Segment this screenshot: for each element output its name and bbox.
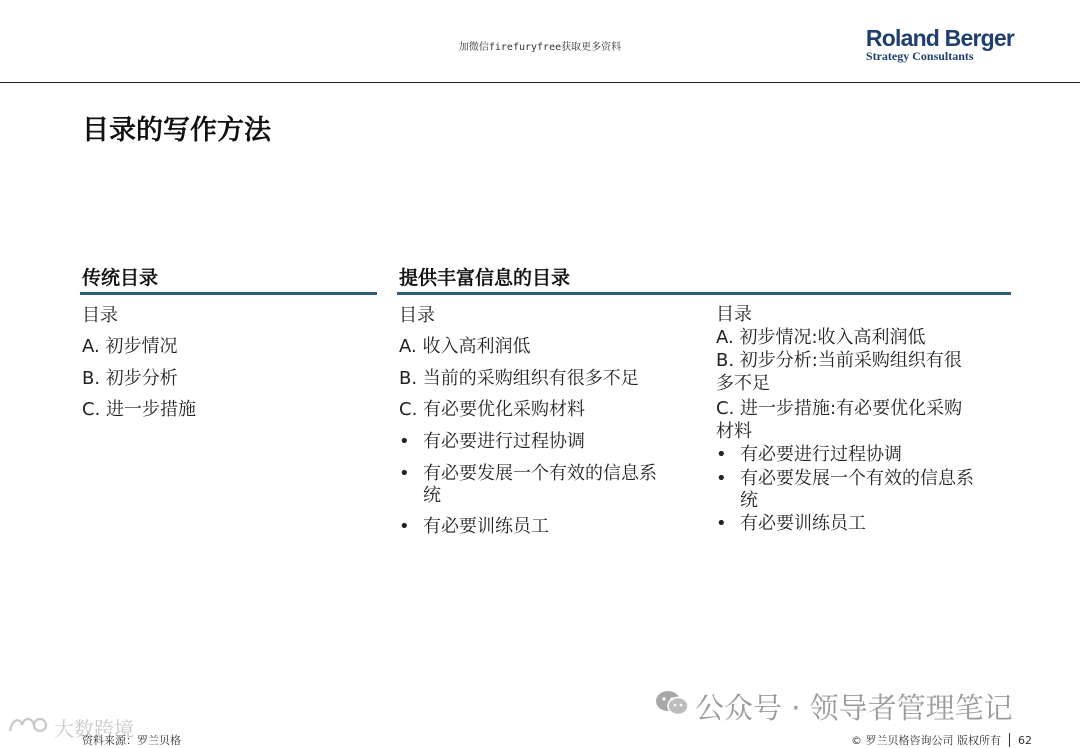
bullet-text: 有必要训练员工: [423, 516, 549, 537]
column-heading-traditional: 传统目录: [82, 267, 159, 289]
bullet-glyph: •: [399, 431, 410, 452]
list-item: 多不足: [716, 373, 770, 394]
header-divider: [0, 82, 1080, 83]
column-rule-traditional: [80, 292, 377, 295]
bullet-text: 有必要进行过程协调: [423, 431, 585, 452]
bullet-glyph: •: [716, 513, 727, 534]
column-heading-informative: 提供丰富信息的目录: [399, 267, 571, 289]
bullet-continuation: 统: [423, 485, 441, 506]
source-note: 资料来源：罗兰贝格: [82, 734, 181, 747]
list-item: B. 初步分析: [82, 368, 178, 389]
list-item: B. 初步分析:当前采购组织有很: [716, 350, 962, 371]
bullet-item: [716, 513, 866, 535]
bullet-glyph: •: [716, 468, 727, 489]
bullet-text: 有必要发展一个有效的信息系: [740, 468, 974, 489]
list-item: C. 有必要优化采购材料: [399, 399, 586, 420]
list-item: 材料: [716, 421, 752, 442]
wechat-icon: [655, 689, 689, 724]
bullet-item: [399, 516, 549, 538]
logo-tagline: Strategy Consultants: [865, 49, 974, 63]
bullet-text: 有必要进行过程协调: [740, 444, 902, 465]
list-item: 目录: [399, 305, 435, 326]
list-item: A. 初步情况:收入高利润低: [716, 327, 926, 348]
header-note: 加微信firefuryfree获取更多资料: [458, 42, 622, 53]
footer-divider: [1009, 733, 1010, 747]
wechat-watermark: [655, 686, 1013, 727]
list-item: 目录: [716, 304, 752, 325]
bullet-continuation: 统: [740, 490, 758, 511]
logo-name: Roland Berger: [865, 25, 1014, 51]
list-item: 目录: [82, 305, 118, 326]
list-item: A. 初步情况: [82, 336, 178, 357]
brand-mark-icon: [6, 713, 50, 742]
wechat-watermark-text: 公众号 · 领导者管理笔记: [695, 691, 1013, 725]
copyright-text: © 罗兰贝格咨询公司 版权所有: [851, 734, 1001, 747]
bullet-item: [399, 463, 657, 485]
bullet-glyph: •: [399, 463, 410, 484]
company-logo: [866, 26, 1014, 62]
column-rule-informative: [397, 292, 1011, 295]
bullet-text: 有必要发展一个有效的信息系: [423, 463, 657, 484]
list-item: B. 当前的采购组织有很多不足: [399, 368, 639, 389]
bullet-glyph: •: [399, 516, 410, 537]
list-item: A. 收入高利润低: [399, 336, 531, 357]
page-title: 目录的写作方法: [82, 115, 271, 146]
bullet-item: [716, 468, 974, 490]
page-number: 62: [1018, 734, 1032, 747]
list-item: C. 进一步措施:有必要优化采购: [716, 398, 963, 419]
bullet-glyph: •: [716, 444, 727, 465]
footer-right: [851, 732, 1032, 748]
bullet-item: [399, 431, 585, 453]
bullet-item: [716, 444, 902, 466]
bullet-text: 有必要训练员工: [740, 513, 866, 534]
list-item: C. 进一步措施: [82, 399, 197, 420]
brand-watermark-text: 大数跨境: [54, 717, 134, 741]
